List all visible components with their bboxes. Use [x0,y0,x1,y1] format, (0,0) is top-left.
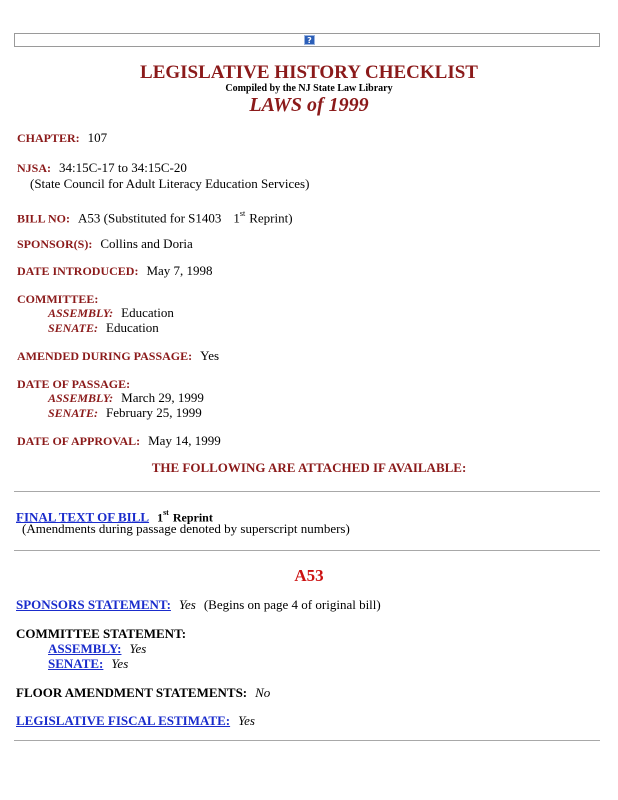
committee-statement-senate-row [48,656,128,671]
passage-assembly-value: March 29, 1999 [121,390,204,405]
introduced-row [17,263,213,279]
passage-senate-row [48,405,202,421]
bill-reprint-sup: st [239,209,246,218]
navigation-bar [14,33,600,47]
chapter-row [17,130,107,146]
floor-amendment-label: FLOOR AMENDMENT STATEMENTS: [16,685,248,700]
fiscal-estimate-row [16,713,255,728]
final-text-link[interactable]: FINAL TEXT OF BILL [16,509,150,525]
chapter-label: CHAPTER: [17,131,80,145]
njsa-value: 34:15C-17 to 34:15C-20 [59,160,187,175]
fiscal-estimate-value: Yes [238,713,255,728]
divider [14,491,600,492]
laws-year: LAWS of 1999 [249,94,369,116]
committee-senate-row [48,320,159,336]
committee-assembly-value: Education [121,305,174,320]
bill-reprint-num: 1 [233,210,240,226]
passage-label: DATE OF PASSAGE: [17,377,131,391]
bill-reference: A53 [294,566,324,585]
final-text-reprint-num: 1 [157,510,164,525]
passage-senate-label: SENATE: [48,406,99,420]
passage-assembly-row [48,390,204,406]
sponsors-statement-link[interactable]: SPONSORS STATEMENT: [16,597,171,612]
final-text-note-text: (Amendments during passage denoted by superscript numbers) [22,521,350,536]
approval-row [17,433,221,449]
bill-reprint-tail: Reprint) [249,210,293,226]
committee-statement-label: COMMITTEE STATEMENT: [16,626,187,641]
help-icon[interactable]: ? [304,35,315,45]
committee-label: COMMITTEE: [17,292,99,306]
amended-row [17,348,219,364]
committee-statement-assembly-value: Yes [129,641,147,656]
njsa-desc-text: (State Council for Adult Literacy Education Services) [30,176,310,191]
final-text-reprint-sup: st [163,508,169,517]
introduced-value: May 7, 1998 [146,263,213,278]
committee-assembly-row [48,305,174,321]
bill-label: BILL NO: [17,211,71,226]
floor-amendment-row [16,685,270,700]
attached-heading: THE FOLLOWING ARE ATTACHED IF AVAILABLE: [151,460,467,475]
committee-assembly-label: ASSEMBLY: [48,306,114,320]
committee-senate-label: SENATE: [48,321,99,335]
committee-statement-senate-value: Yes [111,656,129,671]
compiled-by: Compiled by the NJ State Law Library [225,83,393,94]
committee-statement-assembly-row [48,641,146,656]
divider [14,740,600,741]
committee-statement-row [16,626,186,641]
approval-value: May 14, 1999 [148,433,221,448]
sponsor-row [17,236,193,252]
committee-senate-value: Education [106,320,159,335]
floor-amendment-value: No [255,685,271,700]
final-text-reprint-tail: Reprint [172,510,213,525]
amended-label: AMENDED DURING PASSAGE: [17,349,193,363]
passage-senate-value: February 25, 1999 [106,405,202,420]
introduced-label: DATE INTRODUCED: [17,264,139,278]
committee-senate-link[interactable]: SENATE: [48,656,104,671]
sponsors-statement-value: Yes [178,597,196,612]
bill-value: A53 (Substituted for S1403 [78,210,222,226]
committee-assembly-link[interactable]: ASSEMBLY: [48,641,122,656]
sponsors-statement-note: (Begins on page 4 of original bill) [203,597,381,612]
njsa-row [17,160,187,176]
approval-label: DATE OF APPROVAL: [17,434,141,448]
sponsor-value: Collins and Doria [100,236,193,251]
fiscal-estimate-link[interactable]: LEGISLATIVE FISCAL ESTIMATE: [16,713,231,728]
njsa-description [30,176,309,191]
njsa-label: NJSA: [17,161,52,175]
amended-value: Yes [200,348,220,363]
page-title: LEGISLATIVE HISTORY CHECKLIST [140,62,478,83]
sponsors-statement-row [16,597,381,612]
final-text-note [22,521,350,536]
sponsor-label: SPONSOR(S): [17,237,93,251]
chapter-value: 107 [87,130,108,145]
passage-assembly-label: ASSEMBLY: [48,391,114,405]
divider [14,550,600,551]
bill-row [17,206,293,226]
